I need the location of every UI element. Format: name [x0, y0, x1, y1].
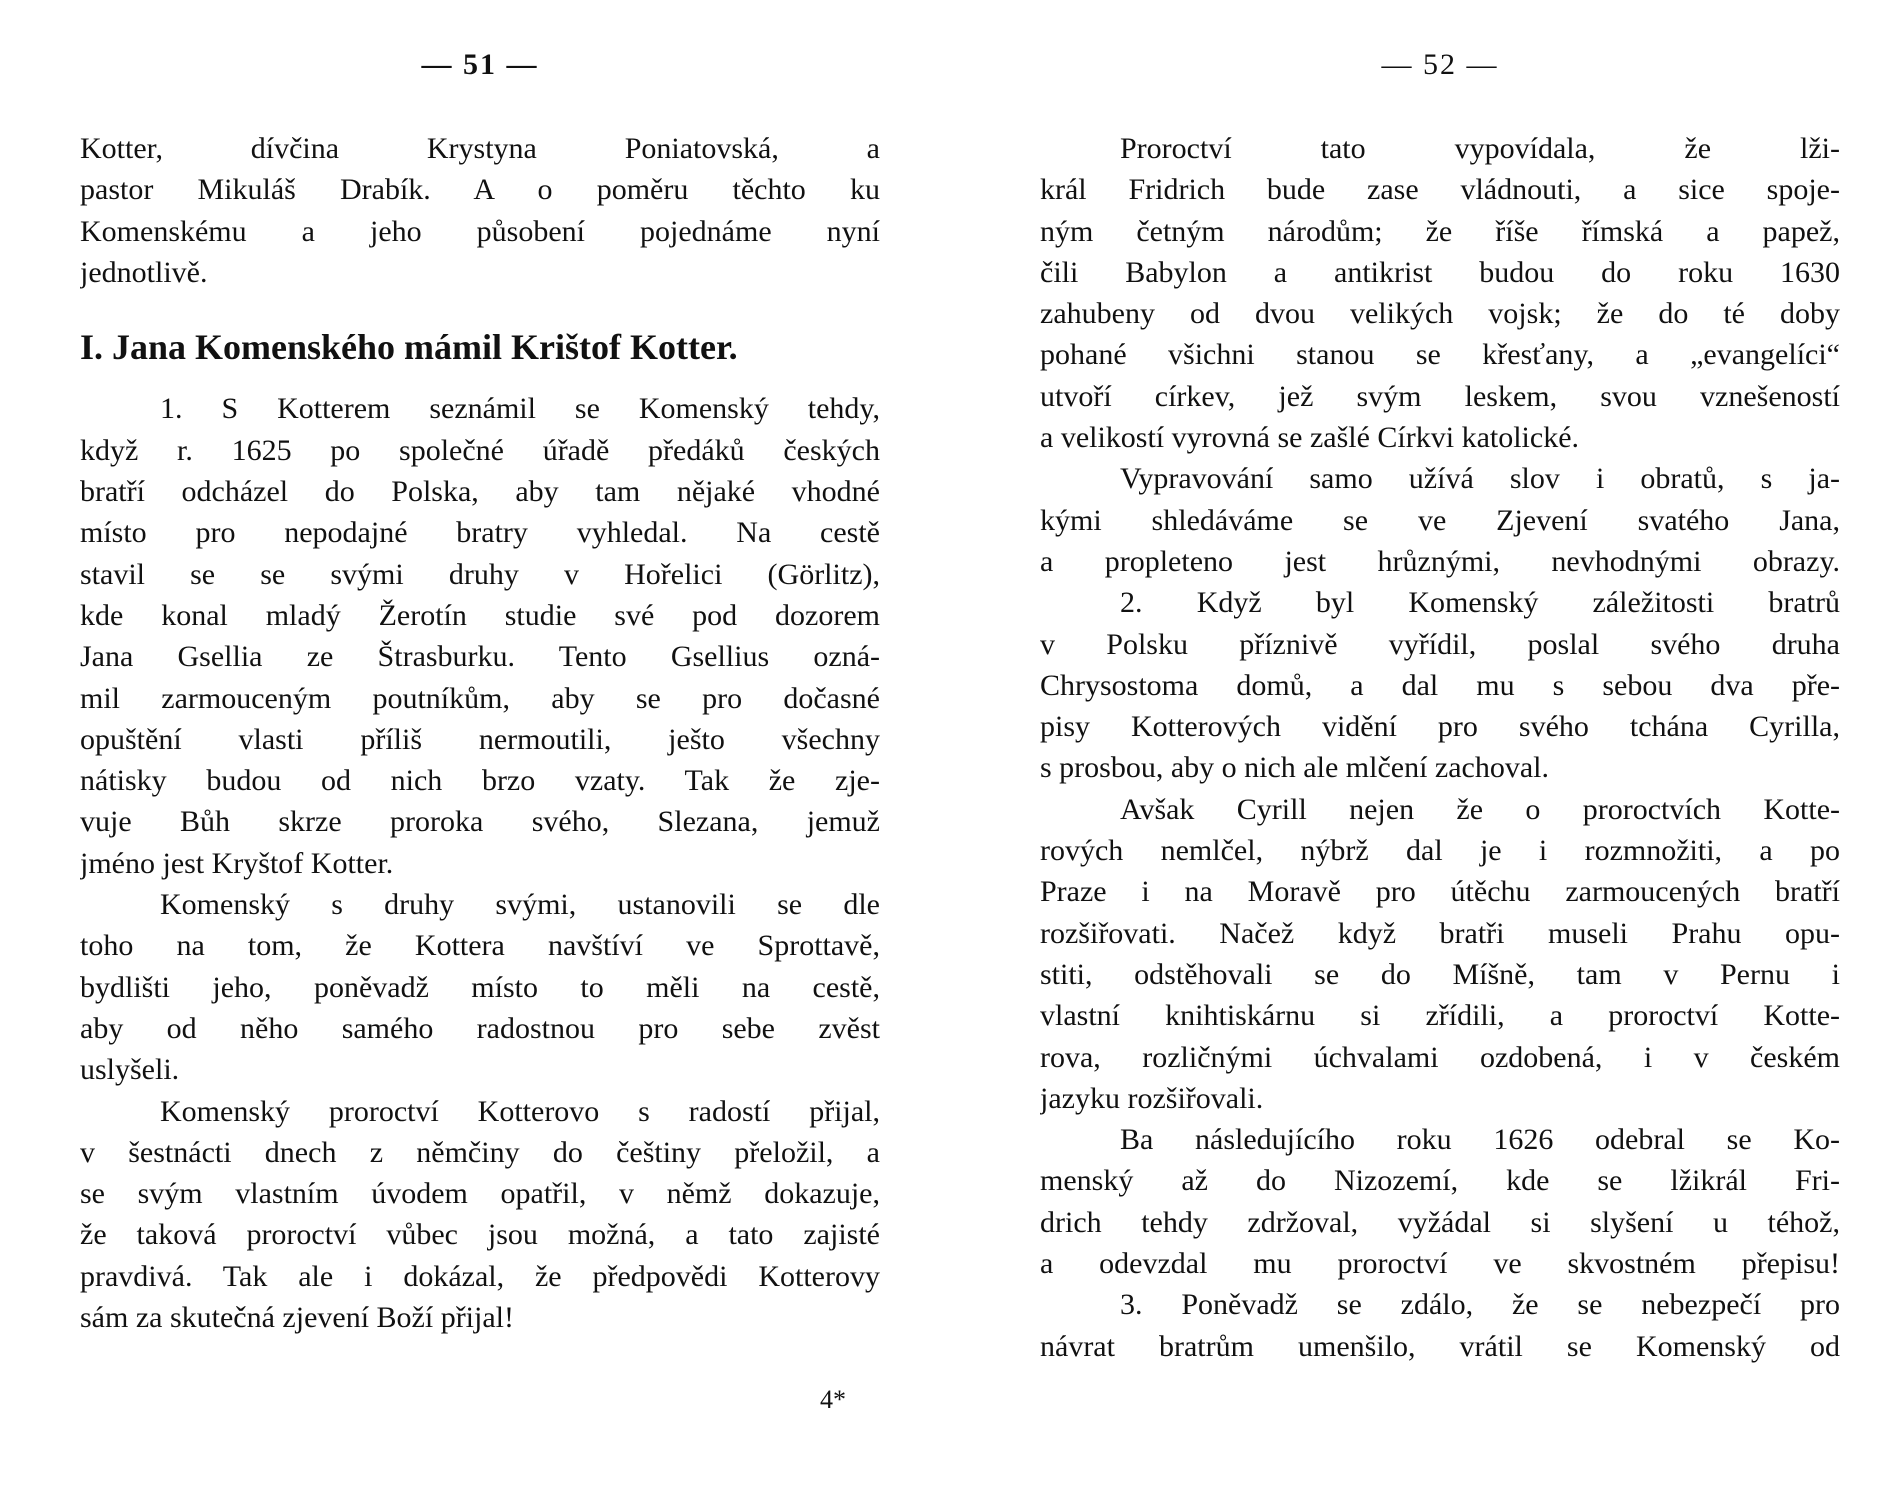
text-line: a propleteno jest hrůznými, nevhodnými obrazy. [1040, 544, 1840, 578]
text-line: 1. S Kotterem seznámil se Komenský tehdy, [160, 392, 880, 426]
text-line: Vypravování samo užívá slov i obratů, s ja- [1120, 462, 1840, 496]
text-line: Kotter, dívčina Krystyna Poniatovská, a [80, 132, 880, 165]
text-line: pohané všichni stanou se křesťany, a „evangelíci“ [1040, 338, 1840, 372]
text-line: Komenský proroctví Kotterovo s radostí přijal, [160, 1094, 880, 1128]
text-line: Komenskému a jeho působení pojednáme nyní [80, 214, 880, 248]
right-text-block [1040, 128, 1840, 1367]
text-line: rozšiřovati. Načež když bratři museli Prahu opu- [1040, 916, 1840, 950]
text-line: Avšak Cyrill nejen že o proroctvích Kotte- [1120, 792, 1840, 826]
text-line: ným četným národům; že říše římská a papež, [1040, 214, 1840, 248]
text-line: vuje Bůh skrze proroka svého, Slezana, jemuž [80, 805, 880, 839]
text-line: a velikostí vyrovná se zašlé Církvi katolické. [1040, 421, 1580, 455]
text-line: v Polsku příznivě vyřídil, poslal svého druha [1040, 627, 1840, 661]
right-page [1040, 0, 1840, 1500]
text-line: opuštění vlasti příliš nermoutili, ješto všechny [80, 722, 880, 756]
text-line: uslyšeli. [80, 1053, 180, 1087]
text-line: utvoří církev, jež svým leskem, svou vznešeností [1040, 379, 1840, 413]
text-line: pastor Mikuláš Drabík. A o poměru těchto ku [80, 173, 880, 207]
text-line: stiti, odstěhovali se do Míšně, tam v Pernu i [1040, 957, 1840, 991]
text-line: čili Babylon a antikrist budou do roku 1630 [1040, 255, 1840, 289]
text-line: když r. 1625 po společné úřadě předáků českých [80, 433, 880, 467]
text-line: pisy Kotterových vidění pro svého tchána Cyrilla, [1040, 710, 1840, 744]
text-line: nátisky budou od nich brzo vzaty. Tak že zje- [80, 764, 880, 798]
text-line: kými shledáváme se ve Zjevení svatého Jana, [1040, 503, 1840, 537]
text-line: Jana Gsellia ze Štrasburku. Tento Gsellius ozná- [80, 640, 880, 674]
text-line: drich tehdy zdržoval, vyžádal si slyšení u téhož, [1040, 1205, 1840, 1239]
text-line: rových nemlčel, nýbrž dal je i rozmnožiti, a po [1040, 834, 1840, 868]
page-number-left: — 51 — [421, 48, 539, 81]
text-line: bydlišti jeho, poněvadž místo to měli na cestě, [80, 970, 880, 1004]
text-line: aby od něho samého radostnou pro sebe zvěst [80, 1011, 880, 1045]
text-line: 3. Poněvadž se zdálo, že se nebezpečí pro [1120, 1288, 1840, 1322]
text-line: v šestnácti dnech z němčiny do češtiny přeložil, a [80, 1135, 880, 1169]
text-line: návrat bratrům umenšilo, vrátil se Komenský od [1040, 1329, 1840, 1363]
text-line: Komenský s druhy svými, ustanovili se dle [160, 888, 880, 922]
text-line: jednotlivě. [80, 255, 208, 289]
text-line: mil zarmouceným poutníkům, aby se pro dočasné [80, 681, 880, 715]
text-line: Ba následujícího roku 1626 odebral se Ko- [1120, 1123, 1840, 1157]
text-line: že taková proroctví vůbec jsou možná, a tato zajisté [80, 1218, 880, 1252]
left-text-block [80, 128, 880, 1338]
text-line: Chrysostoma domů, a dal mu s sebou dva pře- [1040, 668, 1840, 702]
page-number-right: — 52 — [1381, 48, 1499, 81]
text-line: sám za skutečná zjevení Boží přijal! [80, 1301, 514, 1335]
text-line: rova, rozličnými úchvalami ozdobená, i v českém [1040, 1040, 1840, 1074]
text-line: zahubeny od dvou velikých vojsk; že do té doby [1040, 297, 1840, 331]
section-heading: I. Jana Komenského mámil Krištof Kotter. [80, 327, 738, 368]
left-page [80, 0, 880, 1500]
text-line: a odevzdal mu proroctví ve skvostném přepisu! [1040, 1247, 1840, 1281]
text-line: toho na tom, že Kottera navštíví ve Sprottavě, [80, 929, 880, 963]
text-line: bratří odcházel do Polska, aby tam nějaké vhodné [80, 475, 880, 509]
text-line: Praze i na Moravě pro útěchu zarmoucených bratří [1040, 875, 1840, 909]
text-line: 2. Když byl Komenský záležitosti bratrů [1120, 586, 1840, 620]
text-line: stavil se se svými druhy v Hořelici (Görlitz), [80, 557, 880, 591]
text-line: vlastní knihtiskárnu si zřídili, a proroctví Kotte- [1040, 999, 1840, 1033]
text-line: se svým vlastním úvodem opatřil, v němž dokazuje, [80, 1177, 880, 1211]
text-line: pravdivá. Tak ale i dokázal, že předpovědi Kotterovy [80, 1259, 880, 1293]
text-line: jméno jest Kryštof Kotter. [80, 846, 394, 880]
text-line: kde konal mladý Žerotín studie své pod dozorem [80, 598, 880, 632]
text-line: Proroctví tato vypovídala, že lži- [1120, 132, 1840, 165]
signature-mark: 4* [820, 1385, 846, 1414]
text-line: místo pro nepodajné bratry vyhledal. Na cestě [80, 516, 880, 550]
text-line: jazyku rozšiřovali. [1040, 1081, 1264, 1115]
text-line: menský až do Nizozemí, kde se lžikrál Fri- [1040, 1164, 1840, 1198]
text-line: král Fridrich bude zase vládnouti, a sice spoje- [1040, 173, 1840, 207]
text-line: s prosbou, aby o nich ale mlčení zachoval. [1040, 751, 1550, 785]
